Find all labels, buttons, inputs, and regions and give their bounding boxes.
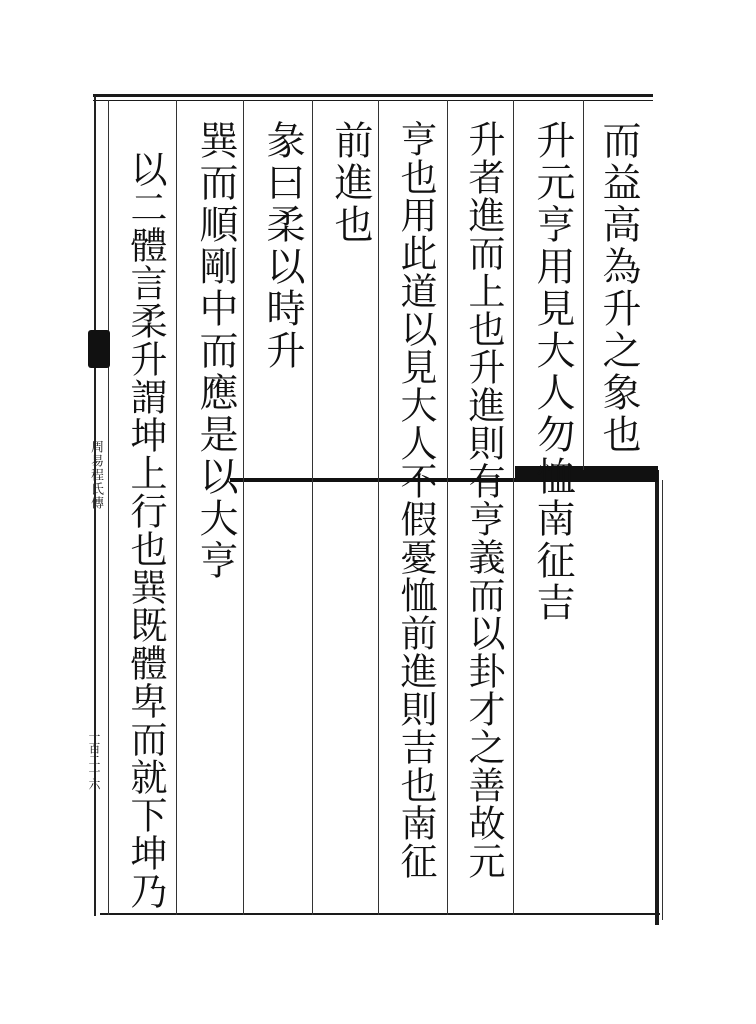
column-divider: [176, 100, 177, 915]
column-divider: [312, 100, 313, 915]
margin-page-number: 一百二十六: [87, 730, 101, 790]
right-border: [655, 470, 659, 925]
text-column-4: 亨也用此道以見大人不假憂恤前進則吉也南征: [394, 120, 437, 880]
top-border-inner: [93, 100, 653, 101]
column-divider: [378, 100, 379, 915]
column-divider: [583, 100, 584, 470]
margin-book-title: 周易程氏傳: [88, 440, 103, 510]
column-divider: [513, 100, 514, 915]
column-divider: [243, 100, 244, 915]
text-column-5: 前進也: [328, 120, 373, 246]
text-column-7: 巽而順剛中而應是以大亨: [193, 120, 238, 582]
text-column-2: 升元亨用見大人勿恤南征吉: [530, 120, 575, 624]
column-divider: [108, 100, 109, 915]
text-column-6: 彖曰柔以時升: [260, 120, 305, 372]
text-column-1: 而益高為升之象也: [596, 120, 641, 456]
top-border: [93, 94, 653, 97]
right-border-inner: [662, 480, 663, 920]
text-column-8: 以二體言柔升謂坤上行也巽既體卑而就下坤乃: [124, 150, 167, 910]
column-divider: [447, 100, 448, 915]
bottom-border: [100, 913, 660, 915]
margin-fishtail-mark: [88, 330, 110, 368]
text-column-3: 升者進而上也升進則有亨義而以卦才之善故元: [462, 120, 505, 880]
